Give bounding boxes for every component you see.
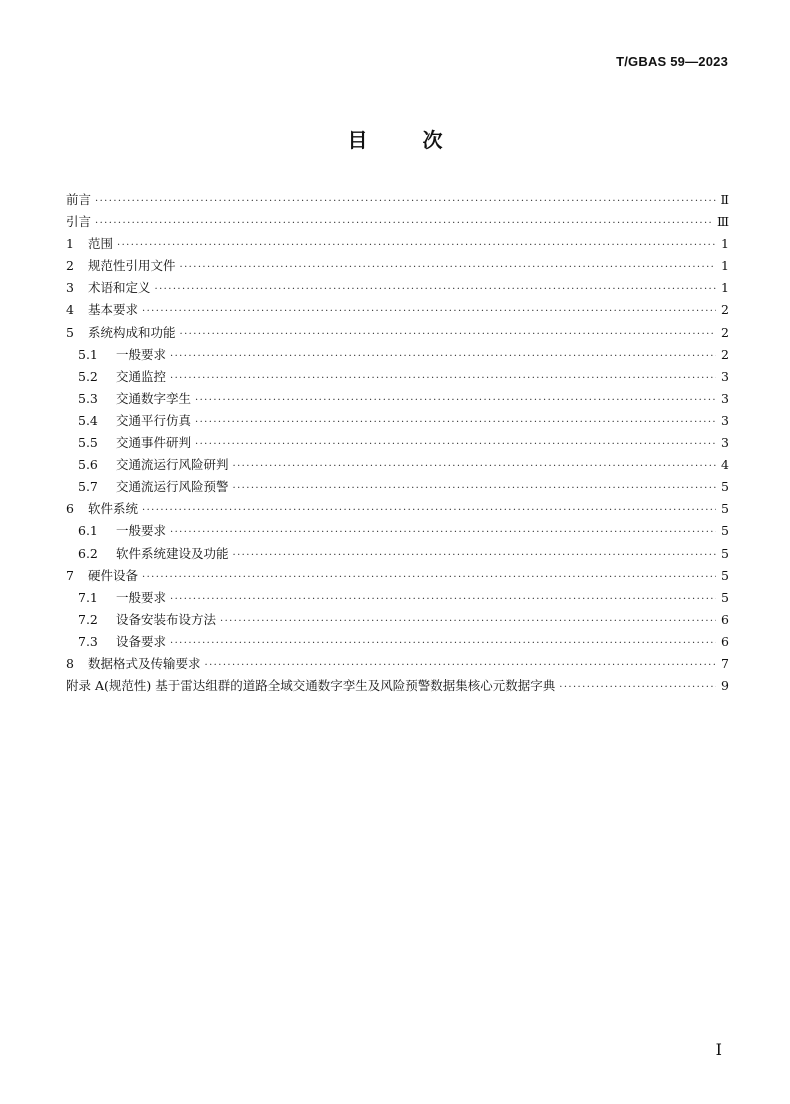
toc-entry-label xyxy=(66,323,180,341)
toc-dot-leader xyxy=(142,505,716,516)
toc-entry-text: 数据格式及传输要求 xyxy=(88,655,201,671)
toc-entry-number: 5.1 xyxy=(78,346,98,362)
document-code: T/GBAS 59—2023 xyxy=(616,54,728,69)
toc-dot-leader xyxy=(117,240,716,251)
toc-entry-page: 1 xyxy=(721,236,729,252)
toc-entry-page: 5 xyxy=(721,589,729,605)
toc-entry-label xyxy=(78,367,170,385)
toc-entry[interactable] xyxy=(66,323,729,345)
toc-dot-leader xyxy=(170,527,716,538)
toc-entry-text: 一般要求 xyxy=(116,346,167,362)
toc-entry[interactable] xyxy=(66,278,729,300)
toc-entry[interactable] xyxy=(66,566,729,588)
toc-entry[interactable] xyxy=(66,212,729,234)
toc-entry[interactable] xyxy=(66,544,729,566)
toc-entry[interactable] xyxy=(66,367,729,389)
toc-dot-leader xyxy=(559,682,716,693)
toc-entry-page: 9 xyxy=(721,678,729,694)
toc-entry-text: 交通监控 xyxy=(116,368,167,384)
toc-entry-number: 2 xyxy=(66,258,74,274)
toc-dot-leader xyxy=(195,417,716,428)
toc-entry[interactable] xyxy=(66,632,729,654)
toc-entry-number: 4 xyxy=(66,302,74,318)
toc-entry-text: 软件系统建设及功能 xyxy=(116,545,229,561)
toc-entry-page: 5 xyxy=(721,567,729,583)
toc-entry-label xyxy=(78,411,195,429)
toc-entry-number: 3 xyxy=(66,280,74,296)
toc-entry-number: 5 xyxy=(66,324,74,340)
toc-entry-page: 5 xyxy=(721,545,729,561)
toc-entry[interactable] xyxy=(66,300,729,322)
toc-entry[interactable] xyxy=(66,477,729,499)
toc-entry-label xyxy=(78,588,170,606)
toc-dot-leader xyxy=(233,483,716,494)
toc-entry[interactable] xyxy=(66,234,729,256)
toc-entry-number: 6.2 xyxy=(78,545,98,561)
toc-entry-page: 2 xyxy=(721,324,729,340)
toc-dot-leader xyxy=(155,284,716,295)
toc-entry-text: 基本要求 xyxy=(88,302,139,318)
toc-entry-number: 7.1 xyxy=(78,589,98,605)
toc-entry-text: 范围 xyxy=(88,236,114,252)
toc-entry-label xyxy=(78,610,220,628)
toc-entry-number: 8 xyxy=(66,655,74,671)
toc-entry-page: 3 xyxy=(721,412,729,428)
toc-entry-label xyxy=(66,234,117,252)
toc-entry[interactable] xyxy=(66,433,729,455)
toc-entry-text: 一般要求 xyxy=(116,589,167,605)
toc-entry[interactable] xyxy=(66,389,729,411)
page-number: I xyxy=(715,1040,722,1059)
toc-entry-label xyxy=(66,676,559,694)
toc-entry-label xyxy=(78,433,195,451)
toc-entry-text: 交通流运行风险预警 xyxy=(116,479,229,495)
toc-dot-leader xyxy=(170,373,716,384)
toc-entry-page: 7 xyxy=(721,655,729,671)
toc-entry-text: 一般要求 xyxy=(116,523,167,539)
toc-entry-page: 4 xyxy=(721,457,729,473)
toc-title: 目 次 xyxy=(347,128,443,152)
toc-entry-text: 交通流运行风险研判 xyxy=(116,457,229,473)
toc-entry[interactable] xyxy=(66,345,729,367)
toc-entry-label xyxy=(66,256,180,274)
toc-entry-text: 交通数字孪生 xyxy=(116,390,192,406)
toc-entry-page: 3 xyxy=(721,435,729,451)
toc-entry-label xyxy=(66,654,205,672)
toc-entry-text: 设备安装布设方法 xyxy=(116,611,217,627)
toc-entry-page: 5 xyxy=(721,501,729,517)
toc-entry-number: 5.5 xyxy=(78,435,98,451)
toc-entry-number: 5.6 xyxy=(78,457,98,473)
toc-dot-leader xyxy=(180,262,716,273)
toc-dot-leader xyxy=(220,616,716,627)
toc-entry-text: 附录 A(规范性) 基于雷达组群的道路全域交通数字孪生及风险预警数据集核心元数据字典 xyxy=(66,678,556,694)
toc-entry[interactable] xyxy=(66,676,729,698)
toc-entry-label xyxy=(78,521,170,539)
toc-entry-page: 1 xyxy=(721,258,729,274)
toc-entry-label xyxy=(66,566,142,584)
toc-dot-leader xyxy=(95,218,714,229)
toc-entry-text: 引言 xyxy=(66,214,92,230)
toc-entry-label xyxy=(66,499,142,517)
toc-entry-number: 6 xyxy=(66,501,74,517)
toc-entry[interactable] xyxy=(66,190,729,212)
toc-entry-label xyxy=(78,544,233,562)
toc-entry-text: 软件系统 xyxy=(88,501,139,517)
toc-entry-label xyxy=(78,477,233,495)
toc-entry-text: 硬件设备 xyxy=(88,567,139,583)
toc-entry[interactable] xyxy=(66,499,729,521)
toc-entry-number: 5.7 xyxy=(78,479,98,495)
toc-entry-page: 5 xyxy=(721,523,729,539)
toc-entry-number: 7.3 xyxy=(78,633,98,649)
toc-entry-number: 5.4 xyxy=(78,412,98,428)
toc-entry-page: 5 xyxy=(721,479,729,495)
toc-entry-text: 术语和定义 xyxy=(88,280,151,296)
toc-dot-leader xyxy=(195,439,716,450)
toc-entry[interactable] xyxy=(66,610,729,632)
toc-entry-page: Ⅲ xyxy=(716,214,729,230)
toc-dot-leader xyxy=(195,395,716,406)
toc-entry-page: 3 xyxy=(721,368,729,384)
toc-dot-leader xyxy=(233,550,716,561)
toc-entry[interactable] xyxy=(66,521,729,543)
toc-entry-number: 6.1 xyxy=(78,523,98,539)
toc-dot-leader xyxy=(205,660,716,671)
toc-entry-text: 设备要求 xyxy=(116,633,167,649)
toc-dot-leader xyxy=(170,638,716,649)
toc-entry-number: 5.3 xyxy=(78,390,98,406)
toc-dot-leader xyxy=(180,329,716,340)
toc-entry-text: 规范性引用文件 xyxy=(88,258,176,274)
toc-entry[interactable] xyxy=(66,256,729,278)
toc-dot-leader xyxy=(233,461,716,472)
toc-entry[interactable] xyxy=(66,455,729,477)
toc-entry-label xyxy=(66,278,155,296)
toc-dot-leader xyxy=(142,572,716,583)
toc-entry-text: 系统构成和功能 xyxy=(88,324,176,340)
toc-entry-text: 交通平行仿真 xyxy=(116,412,192,428)
toc-entry-text: 前言 xyxy=(66,192,92,207)
toc-entry-label xyxy=(66,212,95,230)
toc-entry[interactable] xyxy=(66,411,729,433)
toc-entry-text: 交通事件研判 xyxy=(116,435,192,451)
toc-entry-label xyxy=(66,300,142,318)
toc-dot-leader xyxy=(142,306,716,317)
toc-entry-number: 7 xyxy=(66,567,74,583)
toc-entry-page: 6 xyxy=(721,633,729,649)
table-of-contents xyxy=(66,190,729,698)
toc-entry-page: 2 xyxy=(721,346,729,362)
toc-entry-page: 2 xyxy=(721,302,729,318)
toc-entry-page: 3 xyxy=(721,390,729,406)
toc-entry-page: Ⅱ xyxy=(720,192,729,207)
toc-entry-label xyxy=(78,389,195,407)
toc-entry-label xyxy=(66,190,95,208)
toc-entry-number: 5.2 xyxy=(78,368,98,384)
toc-entry-label xyxy=(78,345,170,363)
toc-entry[interactable] xyxy=(66,588,729,610)
toc-entry-page: 1 xyxy=(721,280,729,296)
toc-entry-label xyxy=(78,632,170,650)
toc-entry[interactable] xyxy=(66,654,729,676)
toc-entry-page: 6 xyxy=(721,611,729,627)
toc-entry-number: 1 xyxy=(66,236,74,252)
toc-entry-label xyxy=(78,455,233,473)
toc-entry-number: 7.2 xyxy=(78,611,98,627)
toc-dot-leader xyxy=(95,196,716,207)
toc-dot-leader xyxy=(170,351,716,362)
toc-dot-leader xyxy=(170,594,716,605)
